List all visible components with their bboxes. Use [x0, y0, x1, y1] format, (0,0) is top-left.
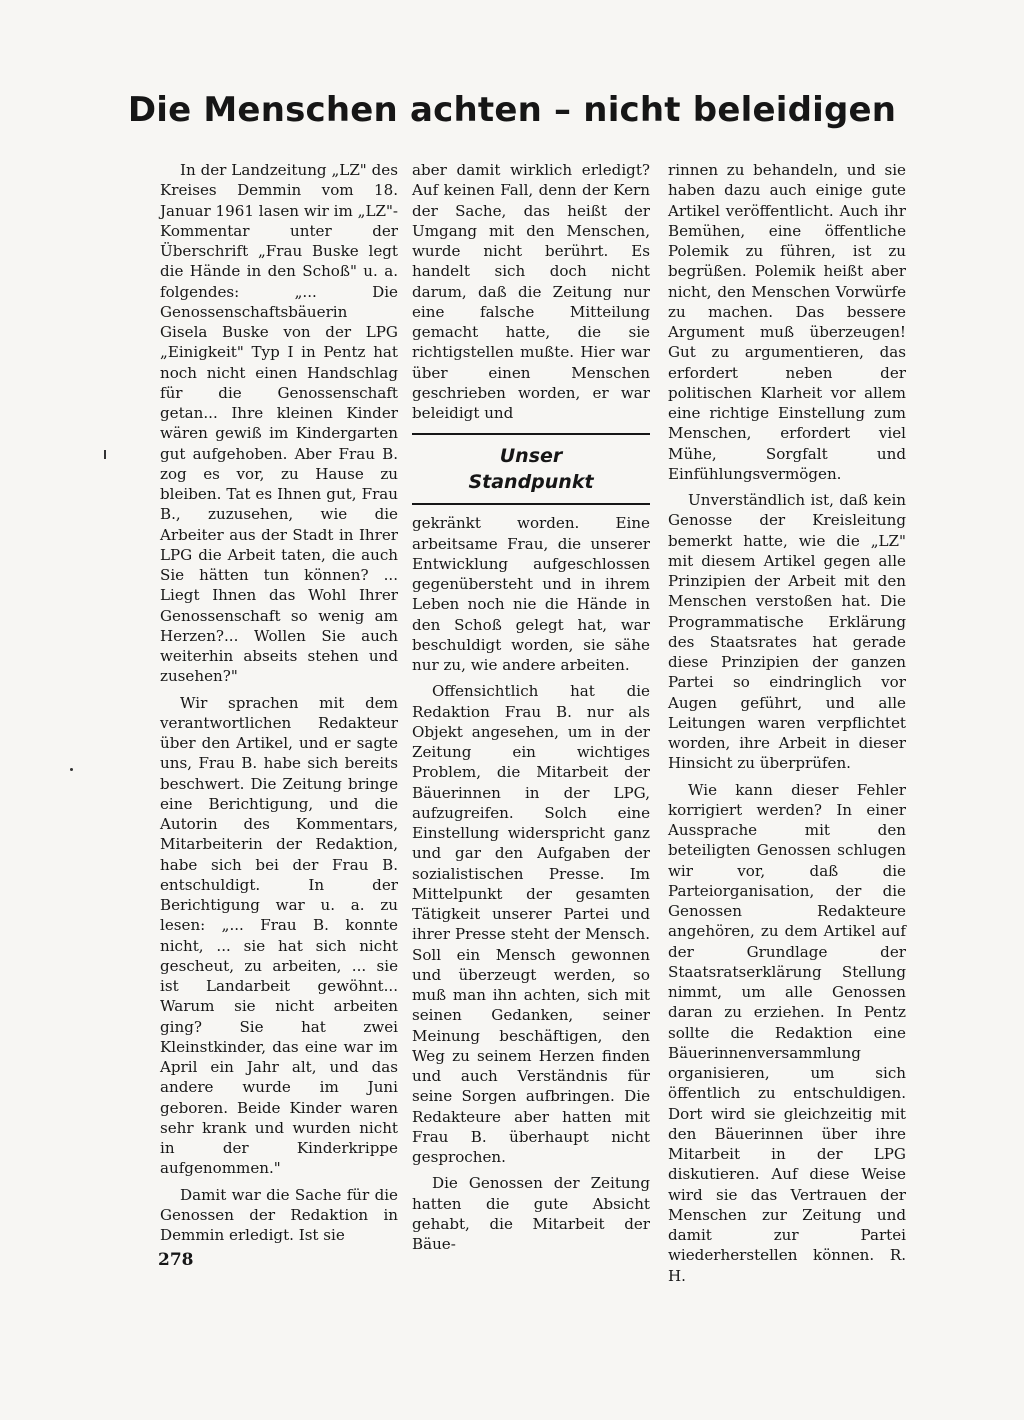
paragraph-continued: aber damit wirklich erledigt? Auf keinen Fall, denn der Kern der Sache, das heißt der Umgang mit den Menschen, wurde nicht berührt. Es handelt sich doch nicht darum, daß die Zeitung nur eine falsche Mitteilung gemacht hatte, die sie richtigstellen mußte. Hier war über einen Menschen geschrieben worden, er war beleidigt und [412, 161, 650, 422]
paragraph: Wir sprachen mit dem verantwortlichen Redakteur über den Artikel, und er sagte uns, Frau B. habe sich bereits beschwert. Die Zeitung bringe eine Berichtigung, und die Autorin des Kommentars, Mitarbeiterin der Redaktion, habe sich bei der Frau B. entschuldigt. In der Berichtigung war u. a. zu lesen: „... Frau B. konnte nicht, ... sie hat sich nicht gescheut, zu arbeiten, ... sie ist Landarbeit gewöhnt... Warum sie nicht arbeiten ging? Sie hat zwei Kleinstkinder, das eine war im April ein Jahr alt, und das andere wurde im Juni geboren. Beide Kinder waren sehr krank und wurden nicht in der Kinderkrippe aufgenommen." [160, 693, 398, 1178]
column-1 [160, 160, 398, 1251]
box-title-line-2: Standpunkt [468, 471, 594, 494]
standpunkt-box [412, 433, 650, 505]
paragraph-continued: rinnen zu behandeln, und sie haben dazu auch einige gute Artikel veröffentlicht. Auch ihr Bemühen, eine öffentliche Polemik zu führen, ist zu begrüßen. Polemik heißt aber nicht, den Menschen Vorwürfe zu machen. Das bessere Argument muß überzeugen! Gut zu argumentieren, das erfordert neben der politischen Klarheit vor allem eine richtige Einstellung zum Menschen, erfordert viel Mühe, Sorgfalt und Einfühlungsvermögen. [668, 161, 906, 483]
box-title-line-1: Unser [499, 445, 563, 468]
scan-speck [70, 768, 73, 771]
page-number: 278 [158, 1250, 194, 1270]
paragraph: Die Genossen der Zeitung hatten die gute Absicht gehabt, die Mitarbeit der Bäue- [412, 1174, 650, 1253]
article-headline: Die Menschen achten – nicht beleidigen [127, 90, 897, 130]
paragraph: Wie kann dieser Fehler korrigiert werden? In einer Aussprache mit den beteiligten Genossen schlugen wir vor, daß die Parteiorganisation, der die Genossen Redakteure angehören, zu dem Artikel auf der Grundlage der Staatsratserklärung Stellung nimmt, um alle Genossen daran zu erziehen. In Pentz sollte die Redaktion eine Bäuerinnenversammlung organisieren, um sich öffentlich zu entschuldigen. Dort wird sie gleichzeitig mit den Bäuerinnen über ihre Mitarbeit in der LPG diskutieren. Auf diese Weise wird sie das Vertrauen der Menschen zur Zeitung und damit zur Partei wiederherstellen können. R. H. [668, 780, 906, 1285]
column-2 [412, 160, 650, 1260]
paragraph: Unverständlich ist, daß kein Genosse der Kreisleitung bemerkt hatte, wie die „LZ" mit diesem Artikel gegen alle Prinzipien der Arbeit mit den Menschen verstoßen hat. Die Programmatische Erklärung des Staatsrates hat gerade diese Prinzipien der ganzen Partei so eindringlich vor Augen geführt, und alle Leitungen waren verpflichtet worden, ihre Arbeit in dieser Hinsicht zu überprüfen. [668, 491, 906, 773]
scan-speck [104, 450, 106, 459]
paragraph: Offensichtlich hat die Redaktion Frau B. nur als Objekt angesehen, um in der Zeitung ein wichtiges Problem, die Mitarbeit der Bäuerinnen in der LPG, aufzugreifen. Solch eine Einstellung widerspricht ganz und gar den Aufgaben der sozialistischen Presse. Im Mittelpunkt der gesamten Tätigkeit unserer Partei und ihrer Presse steht der Mensch. Soll ein Mensch gewonnen und überzeugt werden, so muß man ihn achten, sich mit seinen Gedanken, seiner Meinung beschäftigen, den Weg zu seinem Herzen finden und auch Verständnis für seine Sorgen aufbringen. Die Redakteure aber hatten mit Frau B. überhaupt nicht gesprochen. [412, 682, 650, 1166]
column-3 [668, 160, 906, 1292]
paragraph-continued: gekränkt worden. Eine arbeitsame Frau, die unserer Entwicklung aufgeschlossen gegenübersteht und in ihrem Leben noch nie die Hände in den Schoß gelegt hat, war beschuldigt worden, sie sähe nur zu, wie andere arbeiten. [412, 514, 650, 674]
paragraph: Damit war die Sache für die Genossen der Redaktion in Demmin erledigt. Ist sie [160, 1185, 398, 1244]
paragraph: In der Landzeitung „LZ" des Kreises Demmin vom 18. Januar 1961 lasen wir im „LZ"-Kommentar unter der Überschrift „Frau Buske legt die Hände in den Schoß" u. a. folgendes: „... Die Genossenschaftsbäuerin Gisela Buske von der LPG „Einigkeit" Typ I in Pentz hat noch nicht einen Handschlag für die Genossenschaft getan... Ihre kleinen Kinder wären gewiß im Kindergarten gut aufgehoben. Aber Frau B. zog es vor, zu Hause zu bleiben. Tat es Ihnen gut, Frau B., zuzusehen, wie die Arbeiter aus der Stadt in Ihrer LPG die Arbeit taten, die auch Sie hätten tun können? ... Liegt Ihnen das Wohl Ihrer Genossenschaft so wenig am Herzen?... Wollen Sie auch weiterhin abseits stehen und zusehen?" [160, 161, 398, 686]
